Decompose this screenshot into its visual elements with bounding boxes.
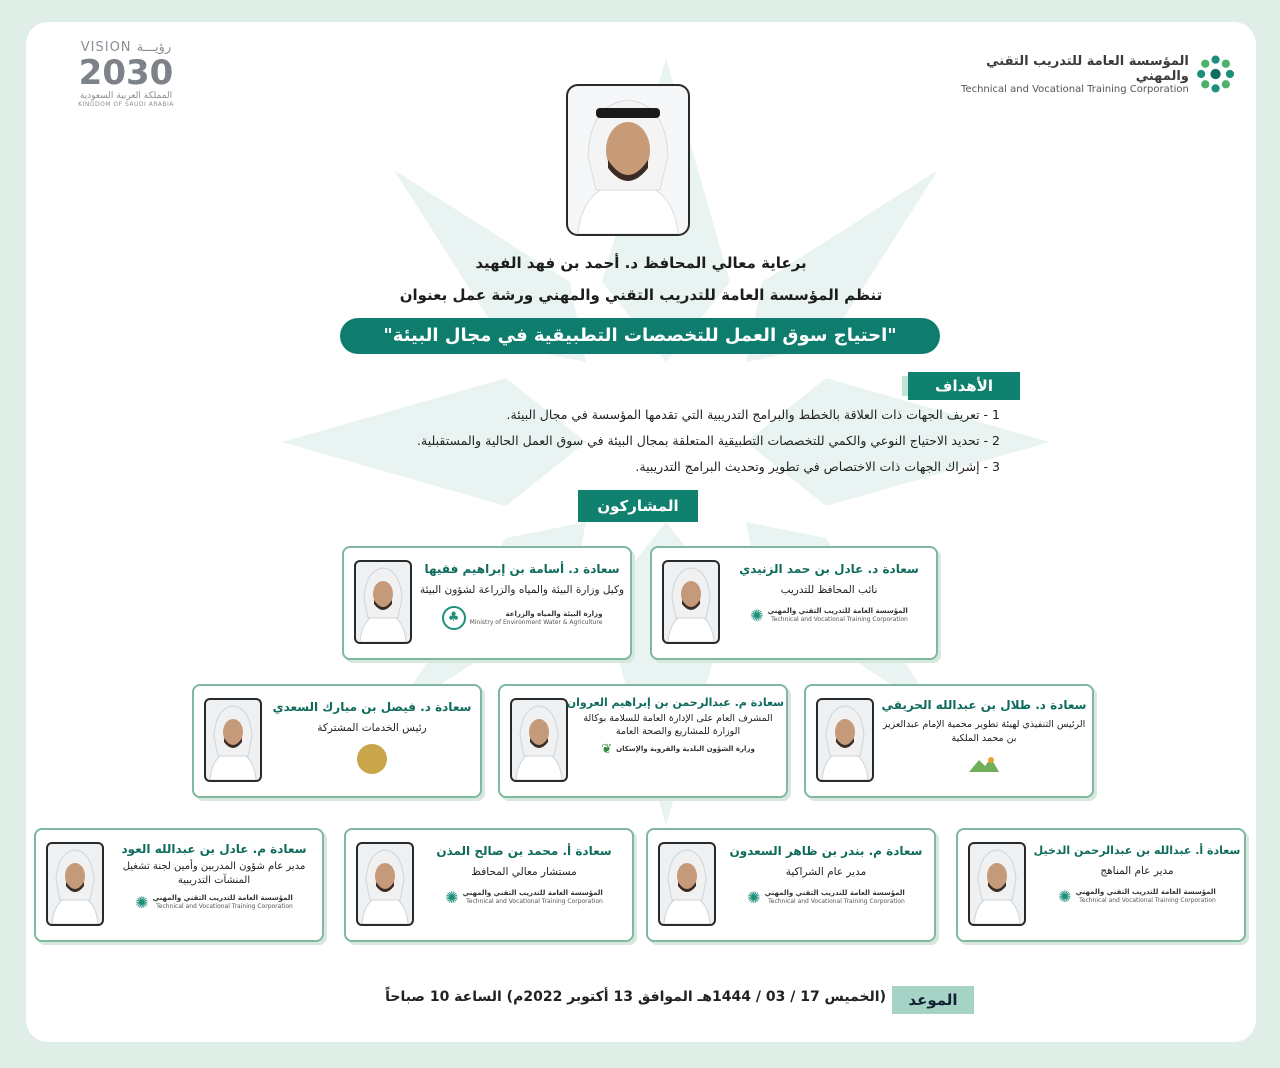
- participant-org: المؤسسة العامة للتدريب التقني والمهني Technical and Vocational Training Corporation ✺: [750, 606, 908, 625]
- participant-card: [34, 828, 324, 942]
- participant-name: سعادة د. عادل بن حمد الزنيدي: [739, 562, 919, 576]
- participant-org: المؤسسة العامة للتدريب التقني والمهني Technical and Vocational Training Corporation ✺: [1058, 887, 1216, 906]
- schedule-label: الموعد: [892, 986, 974, 1014]
- participant-card: [498, 684, 788, 798]
- vision-2030-logo: [56, 40, 196, 120]
- participant-name: سعادة م. عادل بن عبدالله العود: [121, 842, 307, 856]
- participant-photo: [658, 842, 716, 926]
- participant-photo: [46, 842, 104, 926]
- participant-name: سعادة م. عبدالرحمن بن إبراهيم العروان: [566, 696, 784, 709]
- tvtc-name-ar: المؤسسة العامة للتدريب التقني والمهني: [986, 53, 1189, 84]
- participant-name: سعادة د. أسامة بن إبراهيم فقيها: [424, 562, 620, 576]
- participant-org: المؤسسة العامة للتدريب التقني والمهني Technical and Vocational Training Corporation ✺: [747, 888, 905, 907]
- participant-name: سعادة أ. عبدالله بن عبدالرحمن الدخيل: [1033, 844, 1241, 857]
- participant-card: [956, 828, 1246, 942]
- participant-name: سعادة م. بندر بن ظاهر السعدون: [729, 844, 923, 858]
- participant-org: المؤسسة العامة للتدريب التقني والمهني Technical and Vocational Training Corporation ✺: [135, 893, 293, 912]
- participant-photo: [816, 698, 874, 782]
- tvtc-emblem-icon: ✺: [750, 606, 764, 625]
- participant-photo: [354, 560, 412, 644]
- participant-name: سعادة د. طلال بن عبدالله الحريقي: [881, 698, 1087, 712]
- participant-name: سعادة أ. محمد بن صالح المذن: [436, 844, 612, 858]
- participant-role: مستشار معالي المحافظ: [471, 866, 577, 878]
- invitation-card: [26, 22, 1256, 1042]
- participants-label: المشاركون: [578, 490, 698, 522]
- participant-card: [646, 828, 936, 942]
- vision-country-en: KINGDOM OF SAUDI ARABIA: [78, 101, 174, 108]
- ministry-emblem-icon: ❦: [601, 742, 613, 757]
- goal-item: 3 - إشراك الجهات ذات الاختصاص في تطوير وتحديث البرامج التدريبية.: [635, 459, 1000, 474]
- participant-card: [650, 546, 938, 660]
- goals-list: [260, 402, 1000, 480]
- tvtc-logo: [956, 46, 1236, 102]
- participant-card: [344, 828, 634, 942]
- tvtc-emblem-icon: ✺: [135, 893, 149, 912]
- participant-role: مدير عام المناهج: [1100, 865, 1174, 877]
- participant-photo: [510, 698, 568, 782]
- tvtc-name-en: Technical and Vocational Training Corporation: [961, 83, 1189, 95]
- participant-card: [804, 684, 1094, 798]
- tvtc-emblem-icon: ✺: [747, 888, 761, 907]
- participant-card: [342, 546, 632, 660]
- patron-line: برعاية معالي المحافظ د. أحمد بن فهد الفهيد: [475, 254, 807, 272]
- vision-top-text: VISION رؤيـــة: [80, 40, 172, 55]
- reserve-emblem-icon: [357, 744, 387, 774]
- participant-role: رئيس الخدمات المشتركة: [317, 722, 427, 734]
- tvtc-emblem-icon: [1195, 51, 1236, 97]
- participant-role: وكيل وزارة البيئة والمياه والزراعة لشؤون البيئة: [419, 584, 625, 596]
- participant-org: وزارة البيئة والمياه والزراعة Ministry of Environment Water & Agriculture ♣: [418, 606, 626, 630]
- participant-photo: [356, 842, 414, 926]
- vision-year: 2030: [78, 53, 174, 93]
- schedule-text: (الخميس 17 / 03 / 1444هـ الموافق 13 أكتوبر 2022م) الساعة 10 صباحاً: [385, 989, 886, 1005]
- participant-org: [880, 754, 1088, 774]
- palm-emblem-icon: ♣: [442, 606, 466, 630]
- goal-item: 2 - تحديد الاحتياج النوعي والكمي للتخصصات التطبيقية المتعلقة بمجال البيئة في سوق العمل الحالية والمستقبلية.: [417, 433, 1000, 448]
- participant-photo: [968, 842, 1026, 926]
- goals-label: الأهداف: [908, 372, 1020, 400]
- participant-role: المشرف العام على الإدارة العامة للسلامة بوكالة الوزارة للمشاريع والصحة العامة: [583, 713, 773, 737]
- workshop-title: "احتياج سوق العمل للتخصصات التطبيقية في مجال البيئة": [340, 318, 940, 354]
- participant-name: سعادة د. فيصل بن مبارك السعدي: [272, 700, 472, 714]
- participant-card: [192, 684, 482, 798]
- participant-photo: [662, 560, 720, 644]
- tvtc-emblem-icon: ✺: [445, 888, 459, 907]
- participant-role: نائب المحافظ للتدريب: [780, 584, 878, 596]
- organizer-line: تنظم المؤسسة العامة للتدريب التقني والمهني ورشة عمل بعنوان: [399, 286, 883, 304]
- participant-role: مدير عام شؤون المدربين وأمين لجنة تشغيل المنشآت التدريبية: [122, 861, 306, 886]
- participant-org: وزارة الشؤون البلدية والقروية والإسكان ❦: [601, 742, 755, 757]
- participant-org: [268, 744, 476, 774]
- goal-item: 1 - تعريف الجهات ذات العلاقة بالخطط والبرامج التدريبية التي تقدمها المؤسسة في مجال البيئة.: [506, 407, 1000, 422]
- patron-photo: [566, 84, 690, 236]
- vision-country-ar: المملكة العربية السعودية: [79, 91, 173, 101]
- royal-reserve-logo-icon: [967, 754, 1001, 774]
- participant-role: الرئيس التنفيذي لهيئة تطوير محمية الإمام عبدالعزيز بن محمد الملكية: [882, 719, 1086, 744]
- participant-org: المؤسسة العامة للتدريب التقني والمهني Technical and Vocational Training Corporation ✺: [445, 888, 603, 907]
- tvtc-emblem-icon: ✺: [1058, 887, 1072, 906]
- participant-role: مدير عام الشراكية: [785, 866, 867, 878]
- participant-photo: [204, 698, 262, 782]
